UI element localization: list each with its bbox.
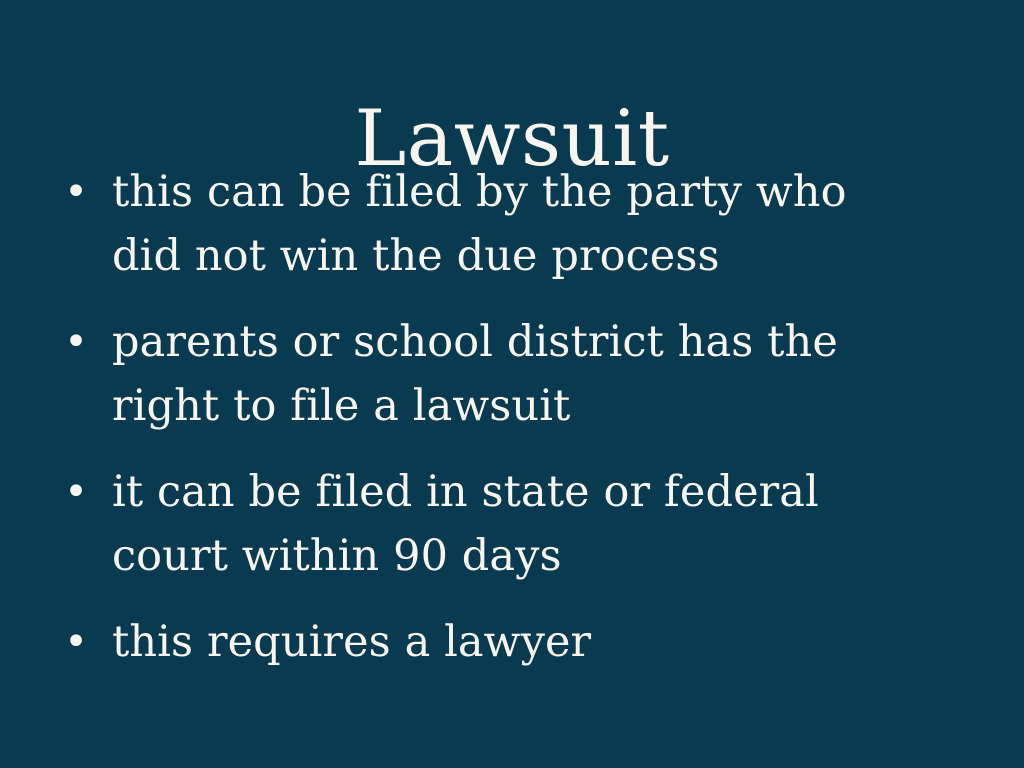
bullet-point-icon: • (64, 619, 88, 665)
bullet-point-icon: • (64, 169, 88, 215)
bullet-list (40, 160, 984, 696)
list-item (40, 160, 984, 288)
list-item-text: this requires a lawyer (112, 617, 592, 667)
list-item (40, 610, 984, 674)
list-item (40, 460, 984, 588)
bullet-point-icon: • (64, 469, 88, 515)
list-item (40, 310, 984, 438)
list-item-text: this can be filed by the party who did not win the due process (112, 167, 847, 281)
bullet-point-icon: • (64, 319, 88, 365)
list-item-text: it can be filed in state or federal court within 90 days (112, 467, 819, 581)
list-item-text: parents or school district has the right to file a lawsuit (112, 317, 838, 431)
page-title: Lawsuit (354, 94, 670, 185)
